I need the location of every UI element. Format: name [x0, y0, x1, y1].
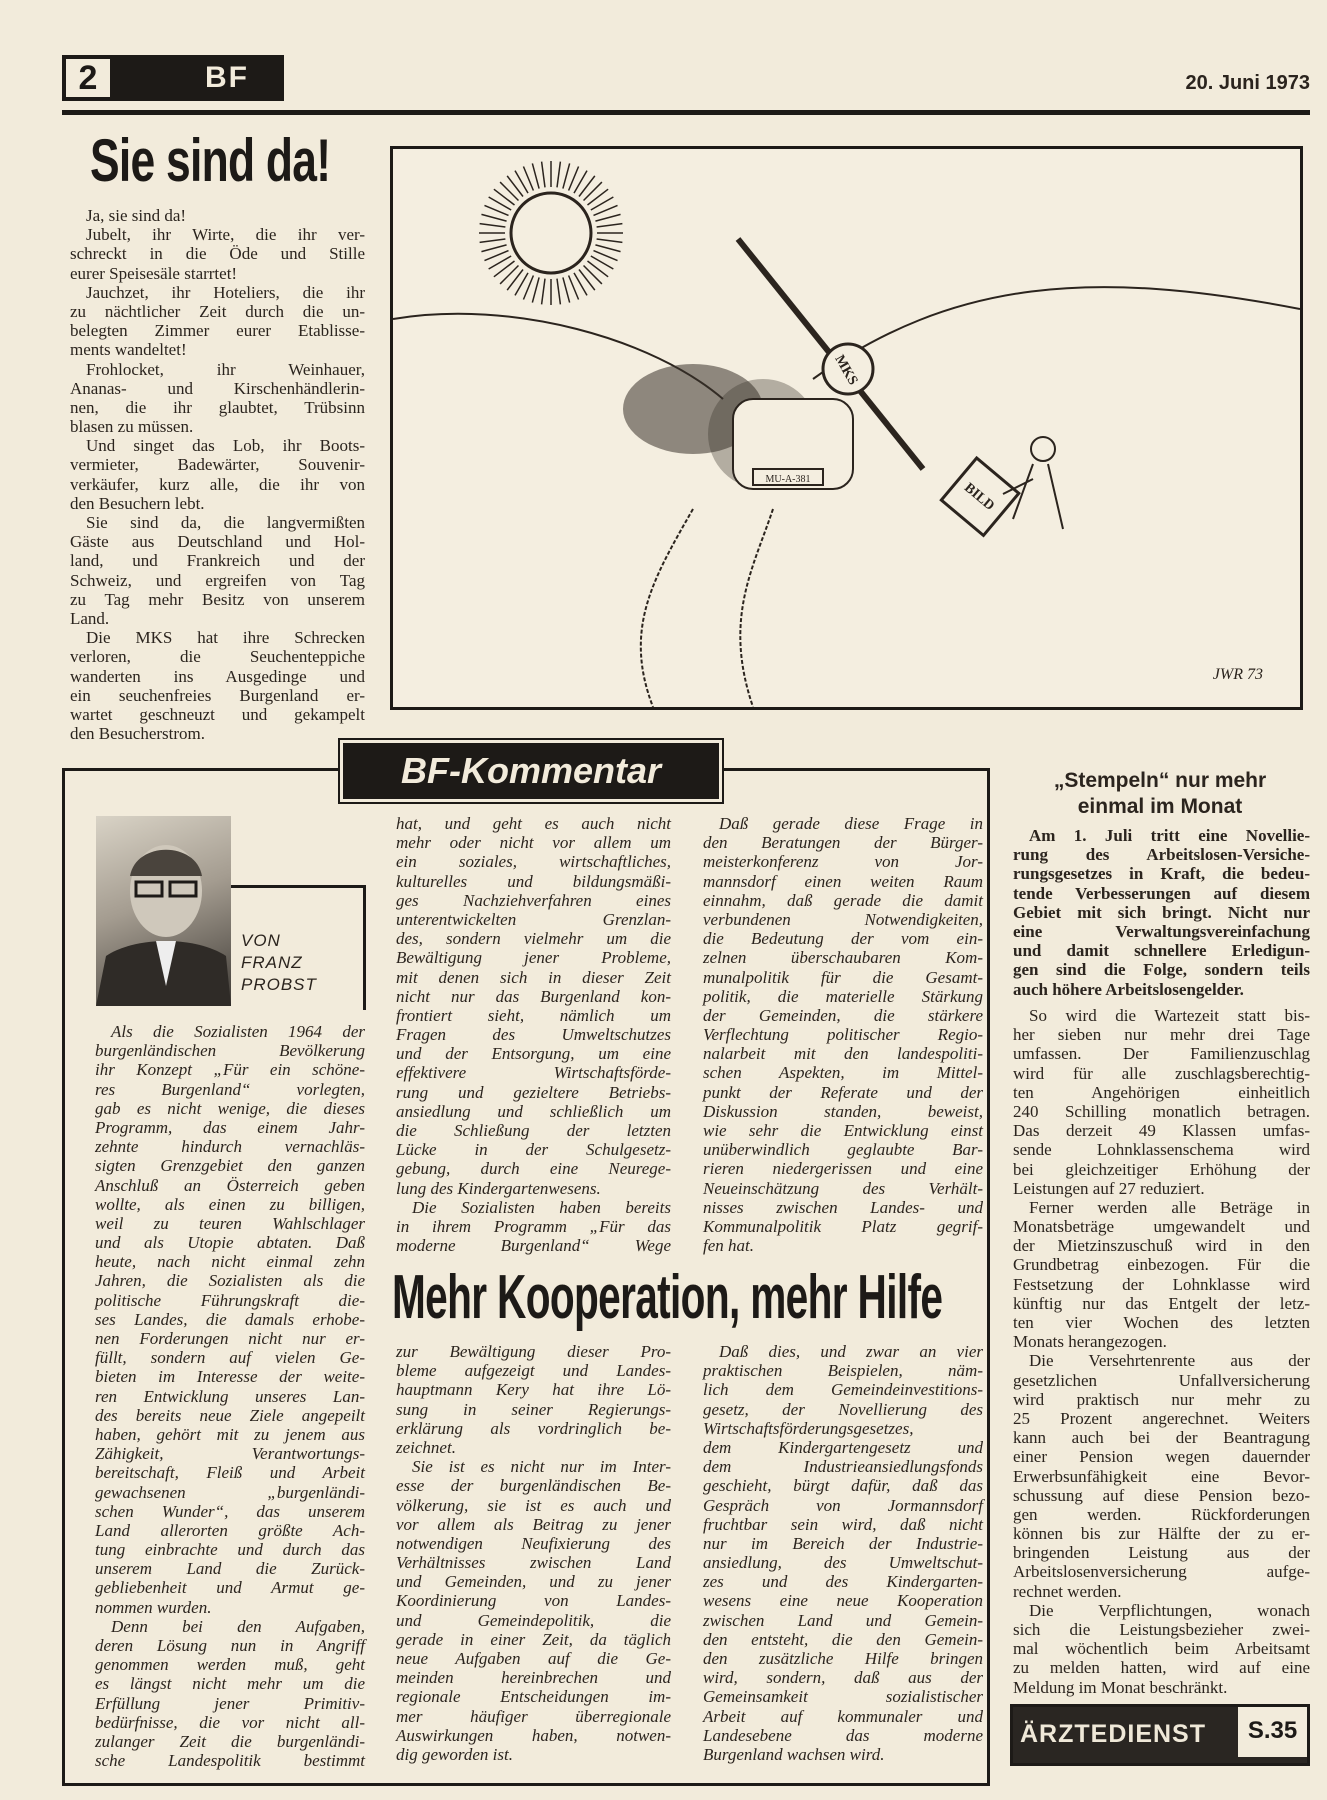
text-line: nicht nur das Burgenland kon-: [396, 986, 671, 1006]
text-line: nisses zwischen Landes- und: [703, 1197, 983, 1217]
text-line: esse der burgenländischen Be-: [396, 1476, 671, 1496]
mks-sign-text: MKS: [831, 352, 861, 388]
cartoon-drawing: [393, 149, 1300, 707]
text-line: Bewältigung jener Probleme,: [396, 948, 671, 968]
text-line: Frohlocket, ihr Weinhauer,: [86, 359, 365, 379]
man-figure: [1003, 437, 1063, 529]
bild-sign: [941, 458, 1018, 535]
text-line: bleme aufgezeigt und Landes-: [396, 1361, 671, 1381]
paragraph: [95, 1022, 365, 1617]
text-line: rechnet werden.: [1013, 1581, 1122, 1601]
text-line: lich dem Gemeindeinvestitions-: [703, 1380, 983, 1400]
text-line: blasen zu müssen.: [70, 417, 194, 437]
stempeln-headline: [1010, 768, 1310, 820]
text-line: auch höhere Arbeitslosengelder.: [1013, 979, 1244, 999]
text-line: ansiedlung, des Umweltschut-: [703, 1553, 983, 1573]
text-line: Die Versehrtenrente aus der: [1029, 1351, 1310, 1371]
stempeln-body: [1013, 1006, 1310, 1697]
sun-ray: [563, 163, 570, 188]
kommentar-subheadline: Mehr Kooperation, mehr Hilfe: [392, 1263, 943, 1332]
text-line: fen hat.: [703, 1236, 754, 1256]
text-line: zwischen Land und Gemein-: [703, 1610, 983, 1630]
text-line: wartet geschneuzt und gekampelt: [70, 704, 365, 724]
paragraph: [396, 1457, 671, 1764]
text-line: Gäste aus Deutschland und Hol-: [70, 532, 365, 552]
text-line: hat, und geht es auch nicht: [396, 814, 671, 833]
text-line: gewachsenen „burgenländi-: [95, 1482, 365, 1502]
text-line: Verflechtung politischer Regio-: [703, 1025, 983, 1045]
text-line: Als die Sozialisten 1964 der: [111, 1022, 365, 1041]
license-plate: MU-A-381: [765, 474, 811, 485]
text-line: ten vier Wochen des letzten: [1013, 1313, 1310, 1332]
text-line: schen Wunder“, das unserem: [95, 1501, 365, 1521]
stempeln-headline-line1: „Stempeln“ nur mehr: [1053, 769, 1267, 792]
text-line: mer häufiger überregionale: [396, 1706, 671, 1726]
aerztedienst-label: ÄRZTEDIENST: [1020, 1720, 1206, 1748]
byline-von: VON: [241, 931, 281, 950]
text-line: deren Lösung nun in Angriff: [95, 1636, 365, 1655]
paragraph: [396, 814, 671, 1198]
text-line: politische Führungskraft die-: [95, 1290, 365, 1310]
text-line: frontiert sieht, nämlich um: [396, 1005, 671, 1025]
text-line: Sie ist es nicht nur im Inter-: [412, 1457, 671, 1477]
text-line: sende Lohnklassenschema wird: [1013, 1140, 1310, 1160]
text-line: nur im Bereich der Industrie-: [703, 1533, 983, 1553]
paragraph: [1013, 1198, 1310, 1352]
text-line: Koordinierung von Landes-: [396, 1591, 671, 1611]
paragraph: [70, 206, 365, 225]
text-line: zu nächtlicher Zeit durch die un-: [70, 301, 365, 321]
text-line: Arbeit auf kommunaler und: [703, 1706, 983, 1726]
text-line: die Bedeutung der vom ein-: [703, 929, 983, 949]
kommentar-col2: [396, 814, 671, 1255]
text-line: vor allem als Beitrag zu jener: [396, 1514, 671, 1534]
paragraph: [70, 283, 365, 360]
text-line: hauptmann Kery hat ihre Lö-: [396, 1380, 671, 1400]
text-line: Grundbetrag einbezogen. Für die: [1013, 1255, 1310, 1275]
text-line: gen werden. Rückforderungen: [1013, 1504, 1310, 1524]
cartoon: [390, 146, 1303, 710]
text-line: zehnte hindurch vernachläs-: [95, 1137, 365, 1157]
text-line: und als Utopie abtaten. Daß: [95, 1233, 365, 1253]
text-line: kann auch bei der Beantragung: [1013, 1428, 1310, 1448]
text-line: eurer Speisesäle starrtet!: [70, 263, 238, 283]
text-line: verloren, die Seuchenteppiche: [70, 647, 365, 667]
sun-ray: [500, 182, 518, 200]
text-line: gerade in einer Zeit, da täglich: [396, 1629, 671, 1649]
byline-first-name: FRANZ: [241, 953, 303, 972]
text-line: regionale Entscheidungen im-: [396, 1687, 671, 1707]
kommentar-col1: [95, 1022, 365, 1770]
text-line: gesetz, der Novellierung des: [703, 1399, 983, 1419]
text-line: Sie sind da, die langvermißten: [86, 513, 365, 532]
text-line: Daß gerade diese Frage in: [719, 814, 983, 833]
text-line: punkt der Referate und der: [703, 1082, 983, 1102]
text-line: ansiedlung und schließlich um: [396, 1101, 671, 1121]
text-line: Neueinschätzung des Verhält-: [703, 1178, 983, 1198]
text-line: Zähigkeit, Verantwortungs-: [95, 1444, 365, 1464]
sun-ray: [542, 162, 545, 188]
text-line: dem Kindergartengesetz und: [703, 1437, 983, 1457]
text-line: meinden hereinbrechen und: [396, 1668, 671, 1688]
paragraph: [95, 1617, 365, 1771]
text-line: den Besucherstrom.: [70, 724, 206, 744]
text-line: Schweiz, und ergreifen von Tag: [70, 570, 365, 590]
text-line: meisterkonferenz von Jor-: [703, 852, 983, 872]
text-line: wird für alle zuschlagsberechtig-: [1013, 1063, 1310, 1083]
kommentar-col3: [703, 814, 983, 1255]
text-line: dig geworden ist.: [396, 1744, 513, 1764]
paragraph: [1013, 1006, 1310, 1198]
text-line: zes und des Kindergarten-: [703, 1572, 983, 1592]
mks-sign: [823, 344, 873, 394]
text-line: Gebiet mit sich bringt. Nicht nur: [1013, 902, 1310, 922]
text-line: Verhältnisses zwischen Land: [396, 1553, 671, 1573]
text-line: weil zu teuren Wahlschlager: [95, 1213, 365, 1233]
text-line: Landesebene das moderne: [703, 1725, 983, 1745]
sun-ray: [532, 277, 539, 302]
text-line: ein seuchenfreies Burgenland er-: [70, 685, 365, 705]
text-line: bereitschaft, Fleiß und Arbeit: [95, 1463, 365, 1483]
sun-ray: [557, 279, 560, 305]
paragraph: [1013, 1351, 1310, 1600]
text-line: sigten Grenzgebiet den ganzen: [95, 1156, 365, 1176]
text-line: ein soziales, wirtschaftliches,: [396, 852, 671, 872]
paragraph: [70, 628, 365, 743]
text-line: und Gemeinden, und zu jener: [396, 1572, 671, 1592]
text-line: gab es nicht wenige, die dieses: [95, 1098, 365, 1118]
text-line: wird praktisch nur mehr zu: [1013, 1389, 1310, 1409]
paragraph: [396, 1198, 671, 1256]
text-line: bedürfnisse, die vor nicht all-: [95, 1712, 365, 1732]
text-line: heute, nach nicht einmal zehn: [95, 1252, 365, 1272]
text-line: tende Verbesserungen auf diesem: [1013, 883, 1310, 903]
text-line: wird, sondern, daß aus der: [703, 1668, 983, 1688]
text-line: Monats herangezogen.: [1013, 1332, 1167, 1352]
kommentar-col2-bottom: [396, 1342, 671, 1764]
text-line: rieren niedergerissen und eine: [703, 1159, 983, 1179]
text-line: munalpolitik für die Gesamt-: [703, 967, 983, 987]
text-line: lung des Kindergartenwesens.: [396, 1178, 601, 1198]
text-line: mal wöchentlich beim Arbeitsamt: [1013, 1639, 1310, 1659]
byline: [231, 885, 366, 1010]
text-line: ren Entwicklung unseres Lan-: [95, 1386, 365, 1406]
portrait-icon: [96, 816, 231, 1006]
glosse-text: [70, 206, 365, 743]
sun-ray: [597, 239, 623, 242]
text-line: Gemeinsamkeit sozialistischer: [703, 1687, 983, 1707]
text-line: den zusätzliche Hilfe bringen: [703, 1649, 983, 1668]
sun-ray: [542, 279, 545, 305]
text-line: Ferner werden alle Beträge in: [1029, 1197, 1310, 1217]
text-line: wesens eine neue Kooperation: [703, 1591, 983, 1611]
sun-ray: [584, 266, 602, 284]
text-line: Die Sozialisten haben bereits: [412, 1197, 671, 1217]
text-line: moderne Burgenland“ Wege: [396, 1236, 671, 1256]
kommentar-col3-bottom: [703, 1342, 983, 1764]
text-line: rungsgesetzes in Kraft, die bedeu-: [1013, 864, 1310, 884]
text-line: können bis zur Hälfte der zu er-: [1013, 1524, 1310, 1544]
aerztedienst-page-ref: S.35: [1238, 1707, 1307, 1757]
text-line: Gespräch von Jormannsdorf: [703, 1495, 983, 1515]
text-line: sche Landespolitik bestimmt: [95, 1751, 365, 1771]
text-line: und Gemeindepolitik, die: [396, 1610, 671, 1630]
text-line: Anschluß an Österreich geben: [95, 1175, 365, 1195]
text-line: einer Pension wegen dauernder: [1013, 1447, 1310, 1467]
text-line: schreckt in die Öde und Stille: [70, 244, 365, 264]
text-line: Meldung im Monat beschränkt.: [1013, 1677, 1228, 1697]
text-line: nen Forderungen nicht nur er-: [95, 1329, 365, 1348]
text-line: und der Entsorgung, um eine: [396, 1044, 671, 1064]
text-line: unüberwindlich geglaubte Bar-: [703, 1140, 983, 1160]
stempeln-headline-line2: einmal im Monat: [1077, 795, 1243, 818]
text-line: Jauchzet, ihr Hoteliers, die ihr: [86, 282, 365, 302]
text-line: ses Landes, die damals erhobe-: [95, 1309, 365, 1329]
text-line: So wird die Wartezeit statt bis-: [1029, 1006, 1310, 1025]
text-line: fruchtbar sein wird, daß nicht: [703, 1514, 983, 1534]
text-line: geschieht, bürgt dafür, daß das: [703, 1476, 983, 1496]
sun-ray: [597, 224, 623, 227]
text-line: Die Verpflichtungen, wonach: [1029, 1600, 1310, 1620]
text-line: des bereits neue Ziele angepeilt: [95, 1405, 365, 1425]
sun-ray: [595, 245, 620, 252]
glosse-headline: Sie sind da!: [90, 127, 331, 194]
text-line: mehr oder nicht vor allem um: [396, 833, 671, 853]
bild-sign-text: BILD: [961, 480, 997, 514]
sun-ray: [595, 214, 620, 221]
text-line: gebung, durch eine Neurege-: [396, 1159, 671, 1179]
artist-signature: JWR 73: [1212, 666, 1263, 683]
text-line: zeichnet.: [396, 1437, 456, 1457]
sun-ray: [480, 224, 506, 227]
text-line: einnahm, daß gerade die damit: [703, 890, 983, 910]
text-line: Programm, das einem Jahr-: [95, 1117, 365, 1137]
text-line: Erfüllung jener Primitiv-: [95, 1693, 365, 1713]
text-line: und damit schnellere Erledigun-: [1013, 941, 1310, 961]
sun-ray: [563, 277, 570, 302]
text-line: Auswirkungen haben, notwen-: [396, 1725, 671, 1745]
text-line: Die MKS hat ihre Schrecken: [86, 628, 365, 648]
text-line: mannsdorf einen weiten Raum: [703, 871, 983, 891]
paragraph: [703, 1342, 983, 1764]
text-line: ten Angehörigen einheitlich: [1013, 1082, 1310, 1102]
sun-ray: [481, 245, 506, 252]
text-line: gen sind die Folge, sondern teils: [1013, 960, 1310, 980]
text-line: rung und gezieltere Betriebs-: [396, 1082, 671, 1102]
text-line: verkäufer, kurz alle, die ihr von: [70, 474, 365, 494]
text-line: Festsetzung der Lohnklasse wird: [1013, 1274, 1310, 1294]
text-line: wollte, als einen zu billigen,: [95, 1194, 365, 1214]
text-line: Und singet das Lob, ihr Boots-: [86, 436, 365, 456]
text-line: vermieter, Badewärter, Souvenir-: [70, 455, 365, 475]
text-line: politik, die materielle Stärkung: [703, 986, 983, 1006]
hill-right: [813, 287, 1300, 379]
text-line: rung des Arbeitslosen-Versiche-: [1013, 845, 1310, 865]
text-line: notwendigen Neufixierung des: [396, 1533, 671, 1553]
text-line: Arbeitslosenversicherung aufge-: [1013, 1562, 1310, 1582]
text-line: erklärung als vordringlich be-: [396, 1418, 671, 1438]
text-line: zelnen überschaubaren Kom-: [703, 948, 983, 968]
text-line: res Burgenland“ vorlegten,: [95, 1079, 365, 1099]
paragraph: [70, 225, 365, 283]
kommentar-banner: BF-Kommentar: [340, 740, 722, 802]
text-line: nen, die ihr glaubtet, Trübsinn: [70, 397, 365, 417]
text-line: land, und Frankreich und der: [70, 551, 365, 571]
text-line: den entsteht, die den Gemein-: [703, 1629, 983, 1649]
paragraph: [1013, 826, 1310, 999]
text-line: Burgenland wachsen wird.: [703, 1744, 885, 1764]
text-line: in ihrem Programm „Für das: [396, 1216, 671, 1236]
text-line: Das derzeit 49 Klassen umfas-: [1013, 1121, 1310, 1141]
text-line: neue Aufgaben auf die Ge-: [396, 1649, 671, 1668]
text-line: gesetzlichen Unfallversicherung: [1013, 1370, 1310, 1390]
sun-ray: [584, 182, 602, 200]
issue-date: 20. Juni 1973: [1185, 72, 1310, 94]
text-line: wie sehr die Entwicklung einst: [703, 1121, 983, 1140]
page-number: 2: [66, 59, 110, 97]
paper-name: BF: [205, 61, 249, 94]
text-line: unserem Land die Zurück-: [95, 1559, 365, 1579]
text-line: den Besuchern lebt.: [70, 493, 205, 513]
text-line: dem Industrieansiedlungsfonds: [703, 1457, 983, 1477]
text-line: Wirtschaftsförderungsgesetzes,: [703, 1418, 914, 1438]
paragraph: [70, 360, 365, 437]
text-line: sung in seiner Regierungs-: [396, 1399, 671, 1419]
text-line: Land allerorten größte Ach-: [95, 1520, 365, 1540]
text-line: bieten im Interesse der weite-: [95, 1367, 365, 1387]
text-line: her sieben nur mehr drei Tage: [1013, 1025, 1310, 1045]
text-line: Leistungen auf 27 reduziert.: [1013, 1178, 1205, 1198]
text-line: Jubelt, ihr Wirte, die ihr ver-: [86, 225, 365, 245]
text-line: künftig nur das Entgelt der letz-: [1013, 1293, 1310, 1313]
text-line: nalarbeit mit den landespoliti-: [703, 1044, 983, 1064]
paragraph: [396, 1342, 671, 1457]
text-line: Land.: [70, 608, 110, 628]
text-line: der Gemeinden, die stärkere: [703, 1005, 983, 1025]
text-line: Lücke in der Schulgesetz-: [396, 1140, 671, 1160]
road: [641, 509, 773, 707]
text-line: nommen wurden.: [95, 1597, 212, 1617]
text-line: wanderten ins Ausgedinge und: [70, 666, 365, 686]
text-line: Monatsbeträge umgewandelt und: [1013, 1217, 1310, 1237]
text-line: Am 1. Juli tritt eine Novellie-: [1029, 826, 1310, 845]
sun-ray: [557, 162, 560, 188]
text-line: genommen werden muß, geht: [95, 1655, 365, 1675]
sun-ray: [481, 214, 506, 221]
text-line: unterentwickelten Grenzlan-: [396, 909, 671, 929]
text-line: der Mietzinszuschuß wird in den: [1013, 1236, 1310, 1256]
text-line: Erwerbsunfähigkeit eine Bevor-: [1013, 1466, 1310, 1486]
text-line: kulturelles und bildungsmäßi-: [396, 871, 671, 891]
masthead-rule: [62, 110, 1310, 115]
sun-ray: [500, 266, 518, 284]
text-line: zulanger Zeit die burgenländi-: [95, 1731, 365, 1751]
text-line: schussung auf diese Pension bezo-: [1013, 1485, 1310, 1505]
text-line: effektivere Wirtschaftsförde-: [396, 1063, 671, 1083]
text-line: gebliebenheit und Armut ge-: [95, 1578, 365, 1598]
sun-ray: [532, 163, 539, 188]
text-line: Diskussion standen, beweist,: [703, 1101, 983, 1121]
paragraph: [1013, 1601, 1310, 1697]
text-line: Jahren, die Sozialisten als die: [95, 1271, 365, 1291]
text-line: Daß dies, und zwar an vier: [719, 1342, 983, 1361]
sun-icon: [479, 161, 623, 305]
author-photo: [96, 816, 231, 1006]
text-line: zur Bewältigung dieser Pro-: [396, 1342, 671, 1361]
text-line: bei gleichzeitiger Erhöhung der: [1013, 1159, 1310, 1179]
text-line: burgenländischen Bevölkerung: [95, 1041, 365, 1061]
text-line: mit denen sich in dieser Zeit: [396, 967, 671, 987]
text-line: Kommunalpolitik Platz gegrif-: [703, 1216, 983, 1236]
text-line: Fragen des Umweltschutzes: [396, 1025, 671, 1045]
text-line: verbundenen Notwendigkeiten,: [703, 909, 983, 929]
text-line: zu Tag mehr Besitz von unserem: [70, 589, 365, 609]
text-line: ihr Konzept „Für ein schöne-: [95, 1060, 365, 1080]
text-line: den Beratungen der Bürger-: [703, 833, 983, 853]
text-line: 240 Schilling monatlich betragen.: [1013, 1101, 1310, 1121]
text-line: Denn bei den Aufgaben,: [111, 1616, 365, 1636]
text-line: umfassen. Der Familienzuschlag: [1013, 1044, 1310, 1064]
text-line: praktischen Beispielen, näm-: [703, 1361, 983, 1381]
text-line: haben, gehört mit zu jenem aus: [95, 1424, 365, 1444]
text-line: ges Nachziehverfahren eines: [396, 890, 671, 910]
text-line: völkerung, sie ist es auch und: [396, 1495, 671, 1515]
paragraph: [70, 436, 365, 513]
text-line: belegten Zimmer eurer Etablisse-: [70, 321, 365, 341]
text-line: ments wandeltet!: [70, 340, 187, 360]
text-line: Ananas- und Kirschenhändlerin-: [70, 378, 365, 398]
paragraph: [703, 814, 983, 1255]
text-line: bringenden Leistung aus der: [1013, 1543, 1310, 1563]
text-line: es längst nicht mehr um die: [95, 1674, 365, 1694]
car: [733, 399, 853, 489]
stempeln-lead: [1013, 826, 1310, 999]
text-line: tung einbrachte und durch das: [95, 1540, 365, 1560]
paragraph: [70, 513, 365, 628]
text-line: Ja, sie sind da!: [86, 206, 187, 225]
text-line: die Schließung der letzten: [396, 1121, 671, 1140]
sun-ray: [480, 239, 506, 242]
text-line: eine Verwaltungsvereinfachung: [1013, 921, 1310, 941]
text-line: sich die Leistungsbezieher zwei-: [1013, 1620, 1310, 1639]
text-line: füllt, sondern auf vielen Ge-: [95, 1348, 365, 1368]
text-line: 25 Prozent angerechnet. Weiters: [1013, 1408, 1310, 1428]
text-line: des, sondern vielmehr um die: [396, 929, 671, 949]
text-line: schen Aspekten, im Mittel-: [703, 1063, 983, 1083]
byline-last-name: PROBST: [241, 975, 317, 994]
text-line: zu melden hatten, wird auf eine: [1013, 1658, 1310, 1678]
